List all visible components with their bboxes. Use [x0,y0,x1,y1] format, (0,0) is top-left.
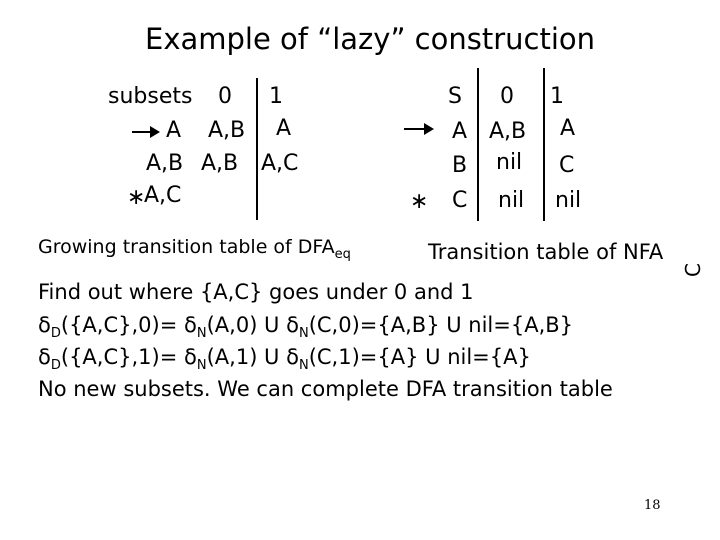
start-arrow-icon [404,128,432,130]
dfa-caption: Growing transition table of $DFA_{eq}$ [38,236,351,262]
nfa-row2-on1: C [559,153,575,178]
dfa-column-divider [256,78,258,220]
nfa-header-s: S [448,84,462,109]
side-mark: C [680,263,705,277]
nfa-row3-on0: nil [498,188,525,213]
dfa-row2-on0: A,B [201,151,239,176]
dfa-header-1: 1 [269,84,283,109]
body-line-4: No new subsets. We can complete DFA transition table [38,377,613,401]
slide-title: Example of “lazy” construction [145,22,596,56]
dfa-header-subsets: subsets [108,84,193,109]
nfa-row1-state: A [452,119,468,144]
dfa-row2-state: A,B [146,151,184,176]
page-number: 18 [644,498,661,513]
nfa-row3-on1: nil [555,188,582,213]
dfa-row1-on0: A,B [208,118,246,143]
dfa-row1-on1: A [276,116,292,141]
final-state-marker-icon: ∗ [127,185,146,210]
nfa-caption: Transition table of NFA [428,240,664,264]
dfa-header-0: 0 [218,84,232,109]
nfa-divider-left [477,68,479,221]
final-state-marker-icon: ∗ [410,189,429,214]
nfa-header-0: 0 [500,84,514,109]
dfa-row3-state: A,C [144,183,182,208]
body-line-2: $\delta_D(\{A,C\},0)= \delta_N(A,0)$ U $\delta_N(C,0)=\{A,B\}$ U nil={A,B} [38,313,574,342]
nfa-divider-right [543,68,545,221]
nfa-row1-on0: A,B [489,119,527,144]
nfa-row2-on0: nil [496,150,523,175]
dfa-row1-state: A [166,118,182,143]
nfa-row3-state: C [452,188,468,213]
dfa-row2-on1: A,C [261,151,299,176]
body-line-1: Find out where {A,C} goes under 0 and 1 [38,280,474,304]
nfa-row1-on1: A [560,116,576,141]
start-arrow-icon [132,131,158,133]
body-line-3: $\delta_D(\{A,C\},1)= \delta_N(A,1)$ U $\delta_N(C,1)=\{A\}$ U nil={A} [38,345,531,374]
nfa-row2-state: B [452,153,468,178]
nfa-header-1: 1 [550,84,564,109]
